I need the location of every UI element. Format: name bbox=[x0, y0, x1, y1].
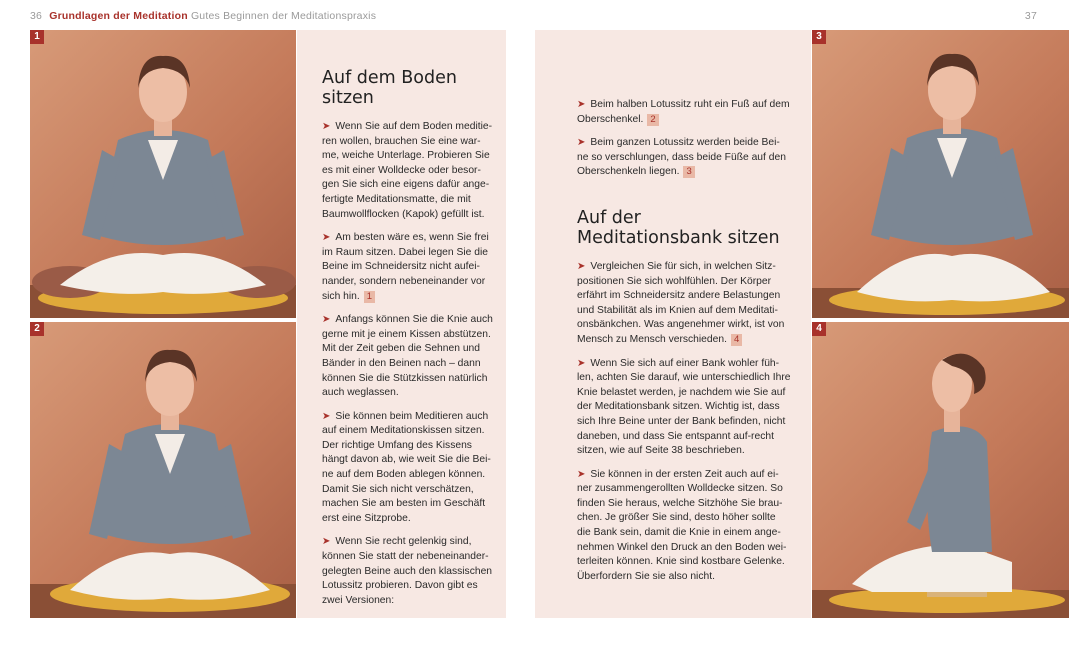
paragraph: ➤ Beim halben Lotussitz ruht ein Fuß auf dem Oberschenkel. 2 bbox=[577, 99, 790, 125]
arrow-bullet-icon: ➤ bbox=[322, 232, 331, 244]
figure-seated-illustration bbox=[30, 30, 296, 318]
arrow-bullet-icon: ➤ bbox=[322, 410, 331, 422]
paragraph: ➤ Wenn Sie recht gelenkig sind, können Sie statt der nebeneinander-gelegten Beine auch den klassischen Lotussitz probieren. Davon gibt es zwei Versionen: bbox=[322, 536, 493, 606]
left-text-column bbox=[322, 68, 496, 617]
figure-kneeling-illustration bbox=[812, 322, 1069, 618]
paragraph: ➤ Wenn Sie auf dem Boden meditie-ren wollen, brauchen Sie eine war-me, weiche Unterlage. Probieren Sie es mit einer Wolldecke oder besor-gen Sie sich eine eigens dafür ange-fertigte Meditationsmatte, die mit Baumwollflocken (Kapok) gefüllt ist. bbox=[322, 121, 493, 220]
figure-seated-illustration bbox=[812, 30, 1069, 318]
right-text-column bbox=[577, 98, 791, 593]
paragraph: ➤ Sie können beim Meditieren auch auf einem Meditationskissen sitzen. Der richtige Umfang des Kissens hängt davon ab, wie weit Sie die Bei-ne auf dem Boden ablegen können. Damit Sie sich nicht verschätzen, machen Sie am besten im Geschäft erst eine Sitzprobe. bbox=[322, 410, 491, 524]
photo-half-lotus bbox=[812, 30, 1069, 318]
photo-cross-legged bbox=[30, 30, 296, 318]
section-title: Gutes Beginnen der Meditationspraxis bbox=[190, 10, 377, 22]
photo-number: 4 bbox=[812, 322, 826, 336]
photo-meditation-cushion bbox=[30, 322, 296, 618]
photo-reference-badge: 3 bbox=[683, 166, 694, 178]
arrow-bullet-icon: ➤ bbox=[322, 536, 331, 548]
paragraph: ➤ Beim ganzen Lotussitz werden beide Bei-ne so verschlungen, dass beide Füße auf den Oberschenkeln liegen. 3 bbox=[577, 137, 786, 178]
photo-number: 1 bbox=[30, 30, 44, 44]
heading-bench-sitting: Auf der Meditationsbank sitzen bbox=[577, 207, 780, 248]
photo-number: 2 bbox=[30, 322, 44, 336]
running-head-left bbox=[30, 10, 376, 22]
chapter-title: Grundlagen der Meditation bbox=[49, 10, 188, 22]
paragraph: ➤ Wenn Sie sich auf einer Bank wohler füh-len, achten Sie darauf, wie unterschiedlich Ihre Knie belastet werden, je nachdem wie Sie auf der Meditationsbank sitzen. Wichtig ist, dass sich Ihre Beine unter der Bank befinden, nicht daneben, und dass Sie entspannt auf-recht sitzen, wie auf Seite 38 beschrieben. bbox=[577, 357, 791, 457]
paragraph: ➤ Vergleichen Sie für sich, in welchen Sitz-positionen Sie sich wohlfühlen. Der Körper erfährt im Schneidersitz andere Belastungen und Stabilität als im Knien auf dem Meditati-onsbänkchen. Was angenehmer wirkt, ist von Mensch zu Mensch verschieden. 4 bbox=[577, 260, 785, 345]
photo-reference-badge: 1 bbox=[364, 291, 375, 303]
photo-reference-badge: 4 bbox=[731, 334, 742, 346]
heading-floor-sitting: Auf dem Boden sitzen bbox=[322, 68, 457, 108]
paragraph: ➤ Am besten wäre es, wenn Sie frei im Raum sitzen. Dabei legen Sie die Beine im Schneidersitz nicht aufei-nander, sondern nebeneinander vor sich hin. 1 bbox=[322, 232, 489, 302]
photo-meditation-bench bbox=[812, 322, 1069, 618]
arrow-bullet-icon: ➤ bbox=[322, 121, 331, 132]
figure-seated-illustration bbox=[30, 322, 296, 618]
paragraph: ➤ Sie können in der ersten Zeit auch auf ei-ner zusammengerollten Wolldecke sitzen. So finden Sie heraus, welche Sitzhöhe Sie brau-chen. Je größer Sie sind, desto höher sollte die Bank sein, damit die Knie in einem ange-nehmen Winkel den Druck an den Boden wei-terleiten können. Knie sind kostbare Gelenke. Überfordern Sie sie also nicht. bbox=[577, 468, 787, 582]
page-number-right: 37 bbox=[1024, 10, 1037, 22]
photo-number: 3 bbox=[812, 30, 826, 44]
arrow-bullet-icon: ➤ bbox=[577, 260, 586, 272]
arrow-bullet-icon: ➤ bbox=[322, 314, 331, 326]
paragraph: ➤ Anfangs können Sie die Knie auch gerne mit je einem Kissen abstützen. Mit der Zeit geben die Sehnen und Bänder in den Beinen nach – dann können Sie die Stützkissen natürlich auch weglassen. bbox=[322, 314, 493, 399]
arrow-bullet-icon: ➤ bbox=[577, 99, 586, 110]
arrow-bullet-icon: ➤ bbox=[577, 468, 586, 480]
arrow-bullet-icon: ➤ bbox=[577, 137, 586, 149]
arrow-bullet-icon: ➤ bbox=[577, 357, 586, 369]
page-number-left: 36 bbox=[30, 10, 43, 22]
photo-reference-badge: 2 bbox=[647, 114, 658, 126]
